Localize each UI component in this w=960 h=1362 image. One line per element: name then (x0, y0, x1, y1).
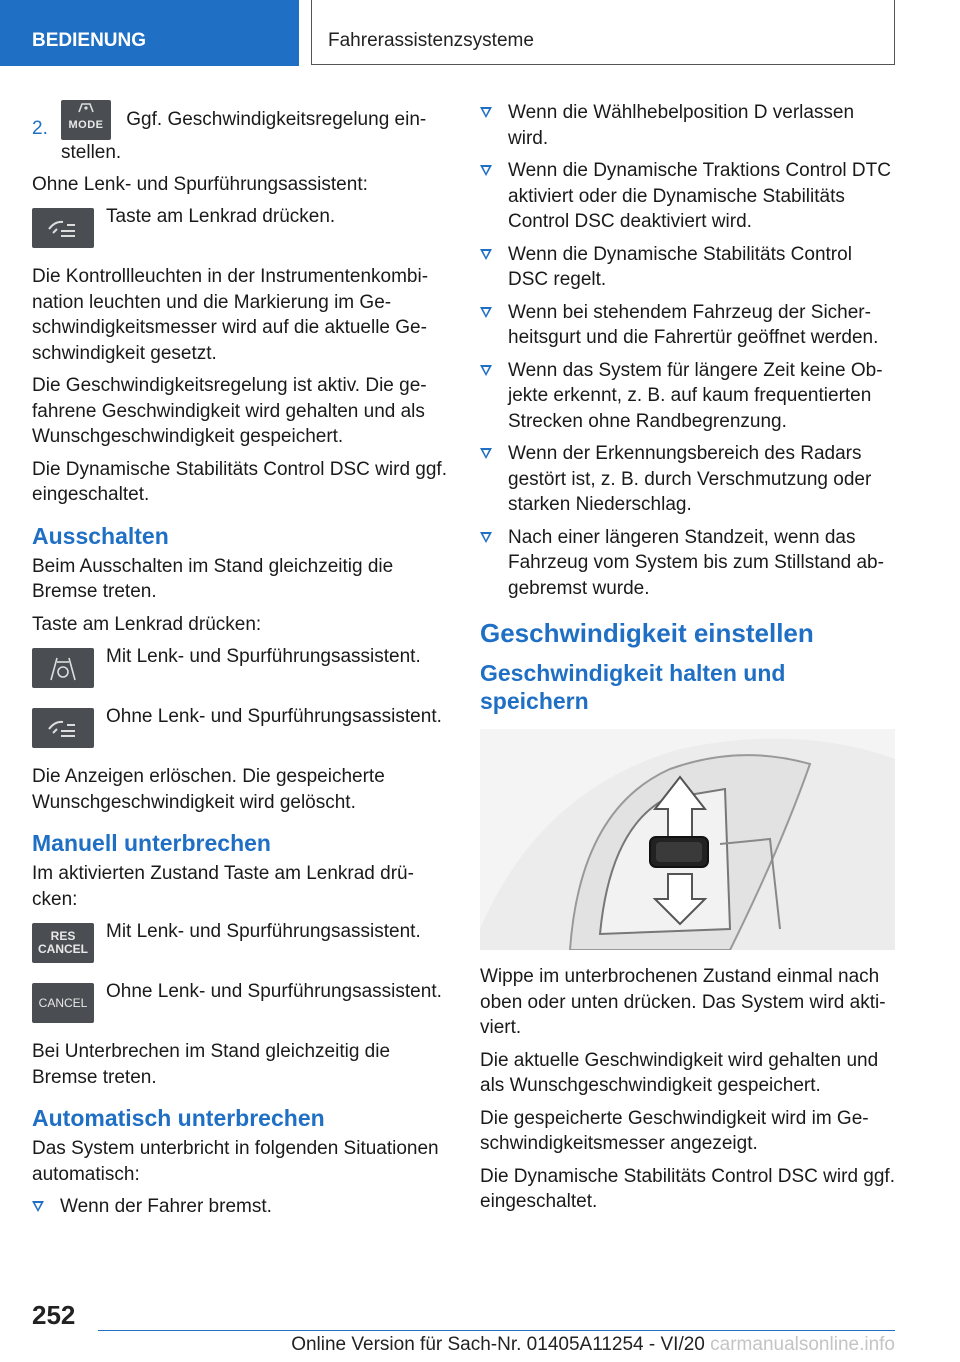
triangle-bullet-icon (32, 1201, 44, 1212)
paragraph: Wippe im unterbrochenen Zustand einmal nach oben oder unten drücken. Das System wird aktiviert. (480, 966, 886, 1038)
paragraph: Das System unterbricht in folgenden Situationen automatisch: (32, 1138, 439, 1185)
version-text: Online Version für Sach-Nr. 01405A11254 - VI/20 (291, 1334, 705, 1355)
section-title: BEDIENUNG (32, 30, 147, 51)
footer-version (0, 1334, 895, 1356)
triangle-bullet-icon (480, 249, 492, 260)
heading-manuell-unterbrechen: Manuell unterbrechen (32, 830, 271, 856)
footer-rule (98, 1330, 895, 1331)
paragraph: Im aktivierten Zustand Taste am Lenkrad drücken: (32, 863, 414, 910)
triangle-bullet-icon (480, 165, 492, 176)
triangle-bullet-icon (480, 307, 492, 318)
key-row-cancel (32, 979, 448, 1023)
bullet-list (32, 1194, 448, 1220)
cruise-control-key-icon (32, 708, 94, 748)
heading-geschwindigkeit-halten: Geschwindigkeit halten und speichern (480, 660, 786, 714)
cruise-control-key-icon (32, 208, 94, 248)
paragraph: Die aktuelle Geschwindigkeit wird gehalten und als Wunschgeschwindigkeit gespeichert. (480, 1049, 879, 1096)
paragraph: Beim Ausschalten im Stand gleichzeitig die Bremse treten. (32, 555, 394, 602)
key-label: Mit Lenk- und Spurführungsassistent. (106, 646, 421, 667)
key-label: Taste am Lenkrad drücken. (106, 206, 336, 227)
res-cancel-key-icon (32, 923, 94, 963)
key-row-res-cancel (32, 919, 448, 963)
triangle-bullet-icon (480, 532, 492, 543)
cancel-key-icon (32, 983, 94, 1023)
triangle-bullet-icon (480, 107, 492, 118)
key-label: Ohne Lenk- und Spurführungsassistent. (106, 706, 442, 727)
right-column (480, 100, 896, 1222)
step-number: 2. (32, 118, 48, 139)
steering-assist-key-icon (32, 648, 94, 688)
triangle-bullet-icon (480, 448, 492, 459)
heading-ausschalten: Ausschalten (32, 522, 169, 549)
bullet-list (480, 100, 896, 601)
heading-geschwindigkeit-einstellen: Geschwindigkeit einstellen (480, 618, 814, 648)
left-column (32, 100, 448, 1227)
page-number: 252 (32, 1300, 76, 1330)
mode-button-icon (61, 100, 111, 140)
heading-automatisch-unterbrechen: Automatisch unterbrechen (32, 1105, 325, 1131)
list-item: Wenn die Wählhebelposition D verlassen wird. (480, 100, 896, 151)
step-text: Ggf. Geschwindigkeitsregelung einstellen. (61, 109, 427, 163)
res-label: RES (50, 929, 76, 943)
step-2 (32, 100, 448, 166)
steering-wheel-rocker-illustration (480, 729, 895, 950)
cancel-label: CANCEL (38, 942, 88, 956)
cancel-label: CANCEL (38, 996, 88, 1010)
paragraph: Die Geschwindigkeitsregelung ist aktiv. Die gefahrene Geschwindigkeit wird gehalten und als Wunschgeschwindigkeit gespeichert. (32, 375, 427, 447)
list-item: Wenn die Dynamische Stabilitäts Control DSC regelt. (480, 242, 896, 293)
paragraph: Taste am Lenkrad drücken: (32, 613, 262, 635)
list-item: Wenn bei stehendem Fahrzeug der Sicherheitsgurt und die Fahrertür geöffnet werden. (480, 300, 896, 351)
paragraph: Ohne Lenk- und Spurführungsassistent: (32, 173, 368, 195)
chapter-title: Fahrerassistenzsysteme (328, 30, 534, 51)
mode-key-label: MODE (68, 119, 104, 132)
paragraph: Die gespeicherte Geschwindigkeit wird im Geschwindigkeitsmesser angezeigt. (480, 1107, 869, 1154)
paragraph: Die Anzeigen erlöschen. Die gespeicherte Wunschgeschwindigkeit wird gelöscht. (32, 766, 385, 813)
list-item: Wenn der Erkennungsbereich des Radars gestört ist, z. B. durch Verschmutzung oder starken Niederschlag. (480, 441, 896, 518)
watermark: carmanualsonline.info (710, 1334, 895, 1355)
paragraph: Bei Unterbrechen im Stand gleichzeitig die Bremse treten. (32, 1041, 391, 1088)
list-item: Nach einer längeren Standzeit, wenn das Fahrzeug vom System bis zum Stillstand abgebremst wurde. (480, 525, 896, 602)
key-row-cruise (32, 204, 448, 248)
list-item: Wenn der Fahrer bremst. (32, 1194, 448, 1220)
key-row-lane-assist (32, 644, 448, 688)
triangle-bullet-icon (480, 365, 492, 376)
paragraph: Die Dynamische Stabilitäts Control DSC wird ggf. eingeschaltet. (480, 1165, 895, 1212)
list-item: Wenn das System für längere Zeit keine Objekte erkennt, z. B. auf kaum frequentierten Strecken ohne Randbegrenzung. (480, 358, 896, 435)
section-tab (0, 0, 299, 66)
key-label: Ohne Lenk- und Spurführungsassistent. (106, 981, 442, 1002)
paragraph: Die Kontrollleuchten in der Instrumentenkombination leuchten und die Markierung im Geschwindigkeitsmesser wird auf die aktuelle Geschwindigkeit gesetzt. (32, 266, 429, 364)
chapter-header (311, 0, 895, 65)
list-item: Wenn die Dynamische Traktions Control DTC aktiviert oder die Dynamische Stabilitäts Control DSC deaktiviert wird. (480, 158, 896, 235)
paragraph: Die Dynamische Stabilitäts Control DSC wird ggf. eingeschaltet. (32, 458, 447, 505)
key-label: Mit Lenk- und Spurführungsassistent. (106, 921, 421, 942)
key-row-cruise-off (32, 704, 448, 748)
